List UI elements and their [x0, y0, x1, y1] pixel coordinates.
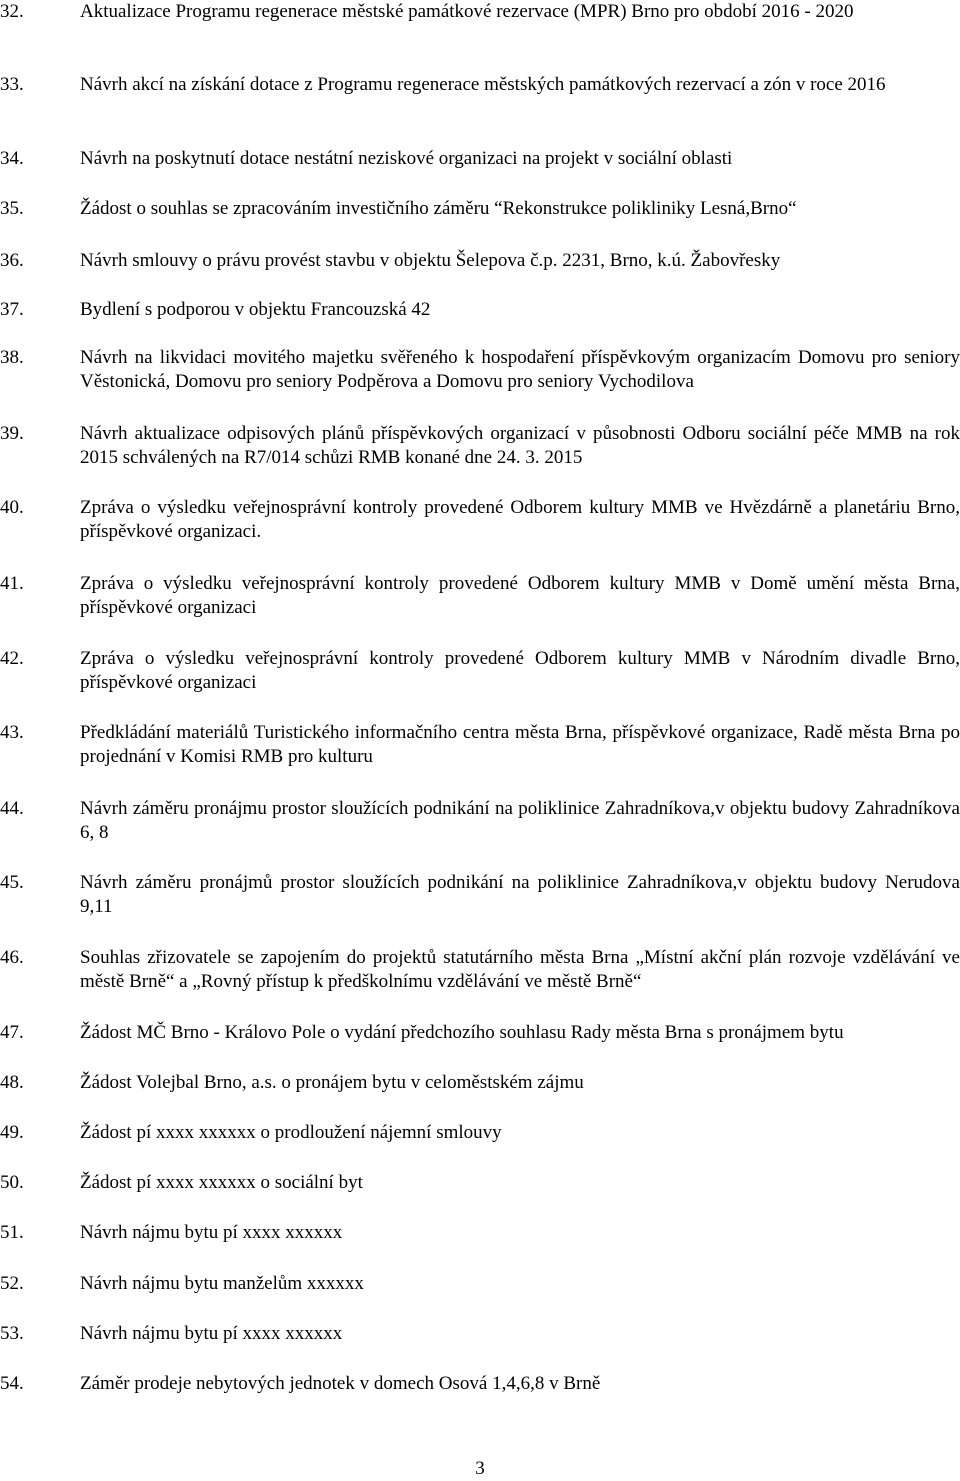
item-text: Návrh akcí na získání dotace z Programu regenerace městských památkových rezervací a zón v roce 2016 — [80, 74, 886, 95]
item-number: 38. — [0, 347, 24, 368]
item-number: 40. — [0, 497, 24, 518]
item-text: Návrh záměru pronájmu prostor sloužících podnikání na poliklinice Zahradníkova,v objektu budovy Zahradníkova 6, 8 — [80, 798, 960, 843]
item-text: Žádost pí xxxx xxxxxx o sociální byt — [80, 1172, 363, 1193]
item-text: Návrh nájmu bytu pí xxxx xxxxxx — [80, 1222, 343, 1243]
item-text: Návrh záměru pronájmů prostor sloužících podnikání na poliklinice Zahradníkova,v objektu budovy Nerudova 9,11 — [80, 872, 960, 917]
item-text: Návrh nájmu bytu manželům xxxxxx — [80, 1273, 364, 1294]
item-number: 39. — [0, 423, 24, 444]
item-text: Žádost o souhlas se zpracováním investičního záměru “Rekonstrukce polikliniky Lesná,Brno“ — [80, 198, 797, 219]
item-text: Návrh aktualizace odpisových plánů příspěvkových organizací v působnosti Odboru sociální péče MMB na rok 2015 schválených na R7/014 schůzi RMB konané dne 24. 3. 2015 — [80, 423, 960, 468]
item-text: Žádost pí xxxx xxxxxx o prodloužení nájemní smlouvy — [80, 1122, 502, 1143]
item-text: Zpráva o výsledku veřejnosprávní kontroly provedené Odborem kultury MMB ve Hvězdárně a planetáriu Brno, příspěvkové organizaci. — [80, 497, 960, 542]
item-text: Bydlení s podporou v objektu Francouzská 42 — [80, 299, 431, 320]
item-number: 54. — [0, 1373, 24, 1394]
item-number: 44. — [0, 798, 24, 819]
item-number: 51. — [0, 1222, 24, 1243]
item-text: Předkládání materiálů Turistického informačního centra města Brna, příspěvkové organizace, Radě města Brna po projednání v Komisi RMB pro kulturu — [80, 722, 960, 767]
item-text: Návrh na likvidaci movitého majetku svěřeného k hospodaření příspěvkovým organizacím Domovu pro seniory Věstonická, Domovu pro seniory Podpěrova a Domovu pro seniory Vychodilova — [80, 347, 960, 392]
item-text: Aktualizace Programu regenerace městské památkové rezervace (MPR) Brno pro období 2016 - 2020 — [80, 1, 854, 22]
item-number: 47. — [0, 1022, 24, 1043]
item-number: 45. — [0, 872, 24, 893]
item-number: 50. — [0, 1172, 24, 1193]
item-number: 43. — [0, 722, 24, 743]
item-text: Návrh na poskytnutí dotace nestátní neziskové organizaci na projekt v sociální oblasti — [80, 148, 733, 169]
page-number: 3 — [475, 1458, 485, 1479]
item-number: 48. — [0, 1072, 24, 1093]
item-text: Návrh smlouvy o právu provést stavbu v objektu Šelepova č.p. 2231, Brno, k.ú. Žabovřesky — [80, 250, 781, 271]
item-number: 32. — [0, 1, 24, 22]
item-number: 34. — [0, 148, 24, 169]
item-text: Zpráva o výsledku veřejnosprávní kontroly provedené Odborem kultury MMB v Národním divadle Brno, příspěvkové organizaci — [80, 648, 960, 693]
item-number: 42. — [0, 648, 24, 669]
item-text: Záměr prodeje nebytových jednotek v domech Osová 1,4,6,8 v Brně — [80, 1373, 601, 1394]
item-number: 52. — [0, 1273, 24, 1294]
item-number: 33. — [0, 74, 24, 95]
item-text: Žádost MČ Brno - Královo Pole o vydání předchozího souhlasu Rady města Brna s pronájmem bytu — [80, 1022, 844, 1043]
item-number: 46. — [0, 947, 24, 968]
item-number: 37. — [0, 299, 24, 320]
item-text: Návrh nájmu bytu pí xxxx xxxxxx — [80, 1323, 343, 1344]
item-text: Žádost Volejbal Brno, a.s. o pronájem bytu v celoměstském zájmu — [80, 1072, 584, 1093]
item-number: 35. — [0, 198, 24, 219]
item-number: 49. — [0, 1122, 24, 1143]
item-number: 36. — [0, 250, 24, 271]
item-text: Souhlas zřizovatele se zapojením do projektů statutárního města Brna „Místní akční plán rozvoje vzdělávání ve městě Brně“ a „Rovný přístup k předškolnímu vzdělávání ve městě Brně“ — [80, 947, 960, 992]
item-number: 41. — [0, 573, 24, 594]
item-text: Zpráva o výsledku veřejnosprávní kontroly provedené Odborem kultury MMB v Domě umění města Brna, příspěvkové organizaci — [80, 573, 960, 618]
item-number: 53. — [0, 1323, 24, 1344]
